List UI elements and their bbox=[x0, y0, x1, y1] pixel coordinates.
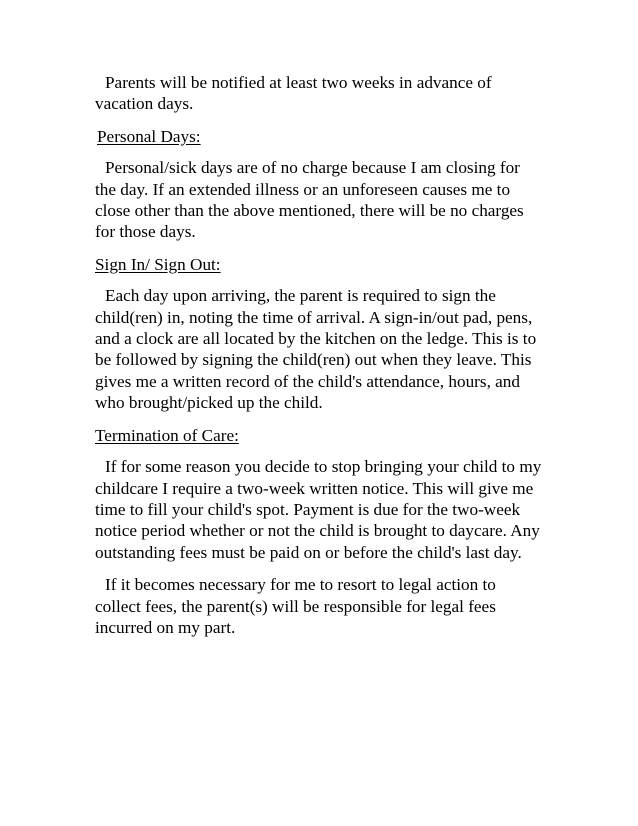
paragraph-legal-fees bbox=[95, 574, 545, 638]
paragraph-legal-fees-text: If it becomes necessary for me to resort to legal action to collect fees, the parent(s) will be responsible for legal fees incurred on my part. bbox=[95, 575, 496, 637]
paragraph-personal-days bbox=[95, 157, 545, 243]
paragraph-sign-in-out-text: Each day upon arriving, the parent is required to sign the child(ren) in, noting the time of arrival. A sign-in/out pad, pens, and a clock are all located by the kitchen on the ledge. This is to be followed by signing the child(ren) out when they leave. This gives me a written record of the child's attendance, hours, and who brought/picked up the child. bbox=[95, 286, 537, 413]
paragraph-termination-notice bbox=[95, 456, 545, 563]
heading-sign-in-out: Sign In/ Sign Out: bbox=[95, 254, 221, 274]
paragraph-personal-days-text: Personal/sick days are of no charge because I am closing for the day. If an extended illness or an unforeseen causes me to close other than the above mentioned, there will be no charges for those days. bbox=[95, 158, 524, 242]
paragraph-vacation-notice bbox=[95, 72, 545, 115]
paragraph-termination-notice-text: If for some reason you decide to stop bringing your child to my childcare I require a two-week written notice. This will give me time to fill your child's spot. Payment is due for the two-week notice period whether or not the child is brought to daycare. Any outstanding fees must be paid on or before the child's last day. bbox=[95, 457, 542, 562]
heading-personal-days: Personal Days: bbox=[97, 126, 201, 146]
paragraph-vacation-notice-text: Parents will be notified at least two weeks in advance of vacation days. bbox=[95, 73, 492, 114]
paragraph-sign-in-out bbox=[95, 285, 545, 413]
document-page bbox=[95, 72, 545, 649]
heading-termination-of-care: Termination of Care: bbox=[95, 425, 239, 445]
